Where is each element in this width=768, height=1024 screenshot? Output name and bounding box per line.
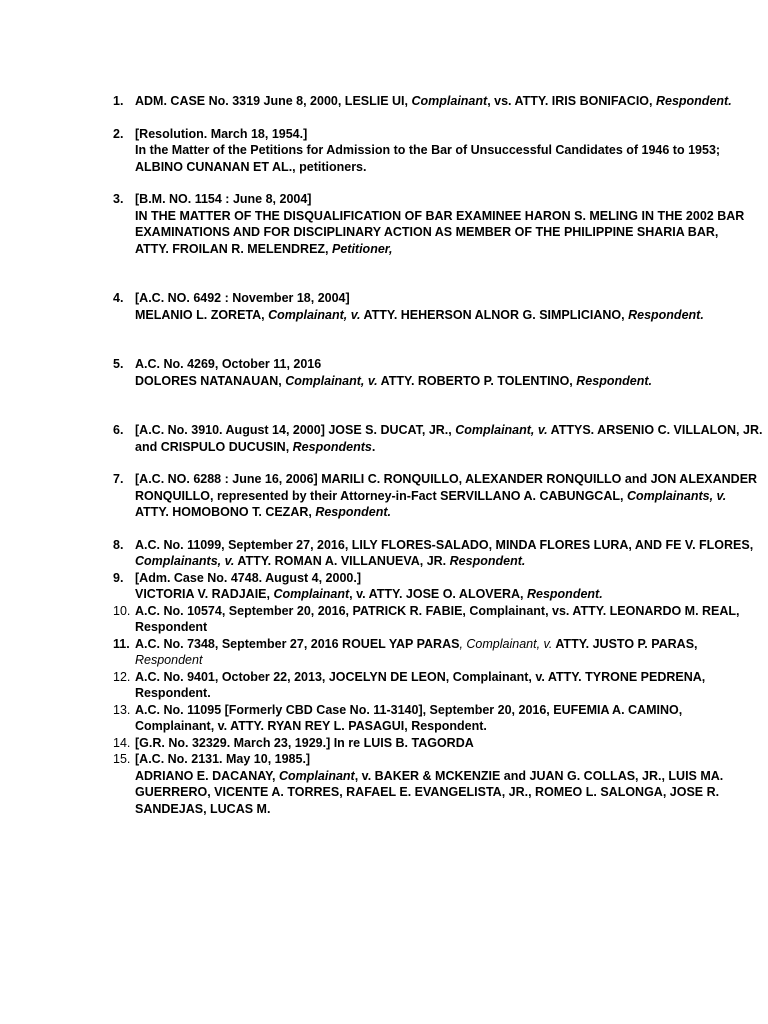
item-text: [Adm. Case No. 4748. August 4, 2000.] VICTORIA V. RADJAIE, Complainant, v. ATTY. JOSE O. ALOVERA, Respondent. [135,570,603,601]
item-number: 2. [113,126,124,141]
item-number: 1. [113,94,124,108]
item-text: A.C. No. 4269, October 11, 2016 DOLORES NATANAUAN, Complainant, v. ATTY. ROBERTO P. TOLENTINO, Respondent. [135,357,652,388]
item-number: 7. [113,472,124,486]
list-item [113,702,763,735]
item-text: A.C. No. 11095 [Formerly CBD Case No. 11-3140], September 20, 2016, EUFEMIA A. CAMINO, Complainant, v. ATTY. RYAN REY L. PASAGUI, Respondent. [135,702,683,733]
item-number: 6. [113,423,124,437]
item-number: 15. [113,752,131,766]
item-number: 8. [113,537,124,552]
list-item [113,751,763,817]
list-item [113,636,763,669]
item-number: 10. [113,603,131,618]
item-number: 11. [113,636,130,651]
list-item [113,471,763,521]
item-text: [G.R. No. 32329. March 23, 1929.] In re LUIS B. TAGORDA [135,735,474,750]
item-text: [A.C. NO. 6288 : June 16, 2006] MARILI C. RONQUILLO, ALEXANDER RONQUILLO and JON ALEXANDER RONQUILLO, represented by their Attorney-in-Fact SERVILLANO A. CABUNGCAL, Complainants, v. ATTY. HOMOBONO T. CEZAR, Respondent. [135,472,758,519]
item-number: 12. [113,669,131,684]
item-number: 9. [113,570,124,585]
list-item [113,735,763,752]
list-item [113,290,763,323]
item-number: 13. [113,702,131,717]
item-text: [A.C. NO. 6492 : November 18, 2004] MELANIO L. ZORETA, Complainant, v. ATTY. HEHERSON ALNOR G. SIMPLICIANO, Respondent. [135,291,704,322]
item-text: A.C. No. 7348, September 27, 2016 ROUEL YAP PARAS, Complainant, v. ATTY. JUSTO P. PARAS, Respondent [135,636,698,667]
item-number: 14. [113,735,131,750]
item-text: [A.C. No. 3910. August 14, 2000] JOSE S. DUCAT, JR., Complainant, v. ATTYS. ARSENIO C. VILLALON, JR. and CRISPULO DUCUSIN, Respondents. [135,423,763,454]
list-item [113,356,763,389]
item-text: A.C. No. 11099, September 27, 2016, LILY FLORES-SALADO, MINDA FLORES LURA, AND FE V. FLORES, Complainants, v. ATTY. ROMAN A. VILLANUEVA, JR. Respondent. [135,537,754,568]
item-number: 4. [113,291,124,305]
list-item [113,422,763,455]
item-text: A.C. No. 10574, September 20, 2016, PATRICK R. FABIE, Complainant, vs. ATTY. LEONARDO M. REAL, Respondent [135,603,740,634]
list-item [113,126,763,176]
list-item [113,537,763,570]
case-list [113,93,763,817]
list-item [113,191,763,257]
list-item [113,669,763,702]
item-text: [Resolution. March 18, 1954.] In the Matter of the Petitions for Admission to the Bar of Unsuccessful Candidates of 1946 to 1953; ALBINO CUNANAN ET AL., petitioners. [135,126,721,174]
item-number: 5. [113,357,124,371]
item-text: [B.M. NO. 1154 : June 8, 2004] IN THE MATTER OF THE DISQUALIFICATION OF BAR EXAMINEE HARON S. MELING IN THE 2002 BAR EXAMINATIONS AND FOR DISCIPLINARY ACTION AS MEMBER OF THE PHILIPPINE SHARIA BAR, ATTY. FROILAN R. MELENDREZ, Petitioner, [135,192,745,256]
list-item [113,570,763,603]
item-text: A.C. No. 9401, October 22, 2013, JOCELYN DE LEON, Complainant, v. ATTY. TYRONE PEDRENA, Respondent. [135,669,706,700]
item-text: [A.C. No. 2131. May 10, 1985.] ADRIANO E. DACANAY, Complainant, v. BAKER & MCKENZIE and JUAN G. COLLAS, JR., LUIS MA. GUERRERO, VICENTE A. TORRES, RAFAEL E. EVANGELISTA, JR., ROMEO L. SALONGA, JOSE R. SANDEJAS, LUCAS M. [135,752,724,816]
item-number: 3. [113,192,124,206]
list-item [113,603,763,636]
item-text: ADM. CASE No. 3319 June 8, 2000, LESLIE UI, Complainant, vs. ATTY. IRIS BONIFACIO, Respondent. [135,94,732,108]
list-item [113,93,763,110]
